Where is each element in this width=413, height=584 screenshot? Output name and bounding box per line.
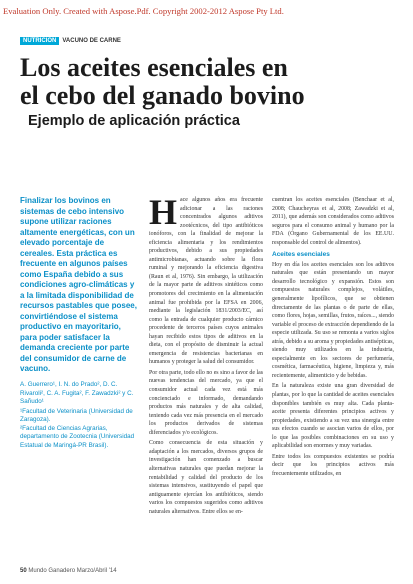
article-title bbox=[20, 54, 405, 110]
affiliation-2: ²Facultad de Ciencias Agrarias, departamento de Zootecnia (Universidad Estatual de Maringá-PR Brasil). bbox=[20, 424, 135, 449]
body-column-2 bbox=[272, 196, 394, 481]
title-line-1: Los aceites esenciales en bbox=[20, 53, 288, 82]
author-names: A. Guerrero¹, I. N. do Prado², D. C. Rivaroli², C. A. Fugita², F. Zawadzki² y C. Sañudo¹ bbox=[20, 381, 134, 405]
body-paragraph: cuentran los aceites esenciales (Benchaar et al, 2008; Chaucheyras et al, 2008; Zawadzki et al, 2011), que además son considerados como aditivos seguros para el consumo animal y humano por la FDA (Órgano Gubernamental de los EE.UU. responsable del control de alimentos). bbox=[272, 197, 394, 246]
section-subtag: VACUNO DE CARNE bbox=[62, 38, 121, 44]
page-footer bbox=[20, 568, 117, 574]
section-subheading: Aceites esenciales bbox=[272, 251, 330, 259]
affiliation-1: ¹Facultad de Veterinaria (Universidad de Zaragoza). bbox=[20, 407, 133, 423]
issue-date: Marzo/Abril '14 bbox=[76, 568, 117, 574]
authors-block bbox=[20, 381, 138, 450]
body-paragraph: Entre todos los compuestos existentes se podría decir que los principios activos más frecuentemente utilizados, en bbox=[272, 453, 394, 477]
lead-paragraph: Finalizar los bovinos en sistemas de cebo intensivo supone utilizar raciones altamente energéticas, con un elevado porcentaje de cereales. Esta práctica es frecuente en algunos países como España debido a sus condiciones agro-climáticas y a la limitada disponibilidad de recursos pastables que posee, convirtiéndose el sistema productivo en mayoritario, para poder satisfacer la demanda creciente por parte del consumidor de carne de vacuno. bbox=[20, 196, 137, 373]
body-paragraph: Como consecuencia de esta situación y adaptación a los mercados, diversos grupos de investigación han comenzado a buscar alternativas naturales que puedan mejorar la rentabilidad y calidad del producto de los sistemas intensivos, sustituyendo el papel que antiguamente ejercían los antibióticos, siendo varios los compuestos sugeridos como aditivos naturales alternativos. Entre ellos se en- bbox=[149, 440, 263, 515]
drop-cap: H bbox=[149, 192, 178, 232]
title-line-2: el cebo del ganado bovino bbox=[20, 81, 305, 110]
body-paragraph: Hoy en día los aceites esenciales son los aditivos naturales que están presentando un mayor desarrollo tecnológico y expansión. Estos son compuestos naturales complejos, volátiles, generalmente lipofílicos, que se obtienen directamente de las plantas o de parte de ellas, como flores, hojas, semillas, frutos, raíces..., siendo variable el proceso de extracción dependiendo de la especie utilizada. Su uso se remonta a varios siglos atrás, debido a su aroma y propiedades antisépticas, siendo muy utilizados en la industria, especialmente en los sectores de perfumería, cosmética, farmacéutica, higiene, limpieza y, más recientemente, alimenticio y de bebidas. bbox=[272, 261, 394, 379]
section-label bbox=[20, 38, 121, 44]
section-tag: NUTRICIÓN bbox=[20, 37, 59, 45]
body-column-1 bbox=[149, 192, 263, 518]
article-subtitle: Ejemplo de aplicación práctica bbox=[28, 113, 240, 129]
body-paragraph: Por otra parte, todo ello no es sino a favor de las nuevas tendencias del mercado, ya que el consumidor actual cada vez está más concienciado e informado, demandando productos más naturales y de alta calidad, teniendo cada vez más presencia en el mercado los productos derivados de sistemas diferenciados y/o ecológicos. bbox=[149, 369, 263, 436]
evaluation-watermark: Evaluation Only. Created with Aspose.Pdf. Copyright 2002-2012 Aspose Pty Ltd. bbox=[3, 6, 284, 16]
body-paragraph: En la naturaleza existe una gran diversidad de plantas, por lo que la cantidad de aceites esenciales disponibles también es muy alta. Cada planta-aceite presenta diferentes principios activos y propiedades, existiendo a su vez una sinergia entre sus efectos cuando se asocian varios de ellos, por lo que las posibles combinaciones en su uso y aplicabilidad son enormes y muy variadas. bbox=[272, 383, 394, 450]
body-paragraph bbox=[149, 192, 263, 367]
magazine-name: Mundo Ganadero bbox=[28, 568, 76, 574]
page-number: 50 bbox=[20, 568, 27, 574]
paragraph-text: ace algunos años era frecuente adicionar a las raciones concentrados algunos aditivos zootécnicos, del tipo antibióticos ionóforos, con la finalidad de mejorar la eficiencia alimentaria y los rendimientos productivos, debido a sus propiedades antimicrobianas, actuando sobre la flora ruminal y mejorando la eficiencia digestiva (Raun et al, 1976). Sin embargo, la utilización de la mayor parte de aditivos sintéticos como promotores del crecimiento en la alimentación animal fue prohibida por la EFSA en 2006, mediante la legislación 1831/2003/EC, así como la entrada de cualquier producto cárnico procedente de terceros países cuyos animales hayan recibido estos tipos de aditivos en la dieta, con el propósito de disminuir la actual emergencia de resistencias bacterianas en humanos y proteger la salud del consumidor. bbox=[149, 197, 263, 366]
